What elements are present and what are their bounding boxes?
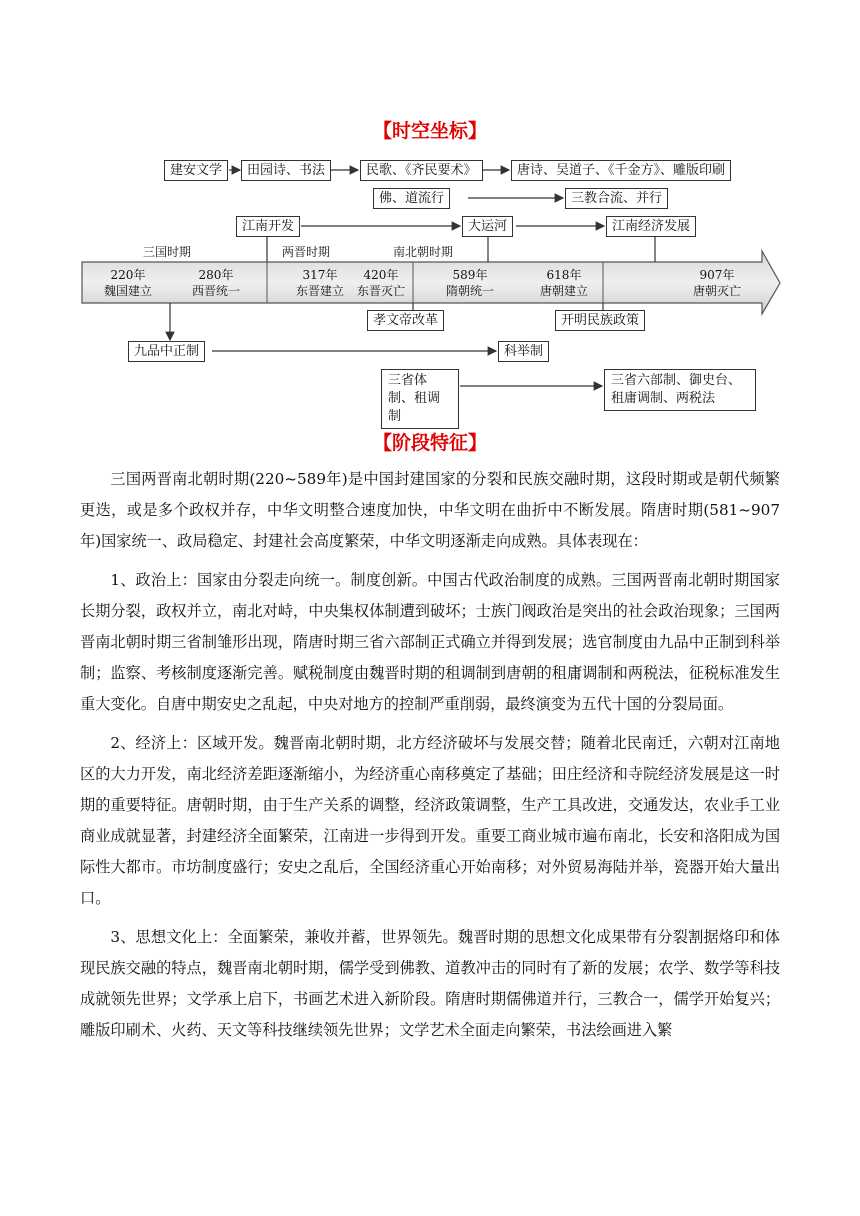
box-three-departments: 三省体制、租调制 xyxy=(381,369,459,429)
timeline-event: 唐朝建立 xyxy=(539,284,589,298)
box-pastoral-poetry: 田园诗、书法 xyxy=(241,160,331,181)
timeline-label xyxy=(540,267,588,299)
section-title-features: 【阶段特征】 xyxy=(372,432,487,454)
timeline-label xyxy=(357,267,405,299)
timeline-year: 420年 xyxy=(363,268,399,282)
box-three-teachings: 三教合流、并行 xyxy=(565,188,668,209)
box-jiangnan-economy: 江南经济发展 xyxy=(606,216,696,237)
box-tang-poetry: 唐诗、吴道子、《千金方》、雕版印刷 xyxy=(511,160,731,181)
timeline-event: 唐朝灭亡 xyxy=(692,284,742,298)
timeline-event: 东晋灭亡 xyxy=(356,284,406,298)
timeline-label xyxy=(104,267,152,299)
timeline-label xyxy=(296,267,344,299)
paragraph-politics: 1、政治上：国家由分裂走向统一。制度创新。中国古代政治制度的成熟。三国两晋南北朝时期国家长期分裂，政权并立，南北对峙，中央集权体制遭到破坏；士族门阀政治是突出的社会政治现象；三国两晋南北朝时期三省制雏形出现，隋唐时期三省六部制正式确立并得到发展；选官制度由九品中正制到科举制；监察、考核制度逐渐完善。赋税制度由魏晋时期的租调制到唐朝的租庸调制和两税法，征税标准发生重大变化。自唐中期安史之乱起，中央对地方的控制严重削弱，最终演变为五代十国的分裂局面。 xyxy=(80,571,780,713)
timeline-label xyxy=(446,267,494,299)
timeline-year: 907年 xyxy=(699,268,735,282)
timeline-arrow xyxy=(82,251,780,314)
box-open-ethnic-policy: 开明民族政策 xyxy=(555,310,645,331)
box-folk-songs: 民歌、《齐民要术》 xyxy=(360,160,483,181)
period-southern-northern: 南北朝时期 xyxy=(393,245,454,259)
box-jiangnan-development: 江南开发 xyxy=(236,216,300,237)
box-jianan-literature: 建安文学 xyxy=(164,160,228,181)
timeline-year: 220年 xyxy=(110,268,146,282)
timeline-year: 618年 xyxy=(546,268,582,282)
timeline-event: 魏国建立 xyxy=(103,284,153,298)
timeline-year: 317年 xyxy=(302,268,338,282)
box-grand-canal: 大运河 xyxy=(462,216,513,237)
timeline-diagram xyxy=(0,150,860,424)
box-buddhism-taoism: 佛、道流行 xyxy=(373,188,450,209)
box-xiaowen-reform: 孝文帝改革 xyxy=(367,310,444,331)
timeline-label xyxy=(693,267,741,299)
paragraph-intro: 三国两晋南北朝时期(220~589年)是中国封建国家的分裂和民族交融时期，这段时期或是朝代频繁更迭，或是多个政权并存，中华文明整合速度加快，中华文明在曲折中不断发展。隋唐时期(581~907年)国家统一、政局稳定、封建社会高度繁荣，中华文明逐渐走向成熟。具体表现在： xyxy=(80,470,780,550)
period-jin: 两晋时期 xyxy=(282,245,331,259)
box-nine-rank-system: 九品中正制 xyxy=(128,341,205,362)
paragraph-culture: 3、思想文化上：全面繁荣，兼收并蓄，世界领先。魏晋时期的思想文化成果带有分裂割据烙印和体现民族交融的特点，魏晋南北朝时期，儒学受到佛教、道教冲击的同时有了新的发展；农学、数学等科技成就领先世界；文学承上启下，书画艺术进入新阶段。隋唐时期儒佛道并行，三教合一，儒学开始复兴；雕版印刷术、火药、天文等科技继续领先世界；文学艺术全面走向繁荣，书法绘画进入繁 xyxy=(80,928,780,1039)
box-three-departments-six-ministries: 三省六部制、御史台、租庸调制、两税法 xyxy=(604,369,756,411)
timeline-event: 隋朝统一 xyxy=(445,284,495,298)
body-text xyxy=(80,464,780,1054)
timeline-year: 589年 xyxy=(452,268,488,282)
section-title-spacetime: 【时空坐标】 xyxy=(372,120,487,142)
timeline-year: 280年 xyxy=(198,268,234,282)
timeline-label xyxy=(192,267,240,299)
period-three-kingdoms: 三国时期 xyxy=(143,245,192,259)
paragraph-economy: 2、经济上：区域开发。魏晋南北朝时期，北方经济破坏与发展交替；随着北民南迁，六朝对江南地区的大力开发，南北经济差距逐渐缩小，为经济重心南移奠定了基础；田庄经济和寺院经济发展是这一时期的重要特征。唐朝时期，由于生产关系的调整，经济政策调整，生产工具改进，交通发达，农业手工业商业成就显著，封建经济全面繁荣，江南进一步得到开发。重要工商业城市遍布南北，长安和洛阳成为国际性大都市。市坊制度盛行；安史之乱后，全国经济重心开始南移；对外贸易海陆并举，瓷器开始大量出口。 xyxy=(80,734,780,907)
box-imperial-exam: 科举制 xyxy=(498,341,549,362)
timeline-event: 西晋统一 xyxy=(191,284,241,298)
timeline-event: 东晋建立 xyxy=(295,284,345,298)
